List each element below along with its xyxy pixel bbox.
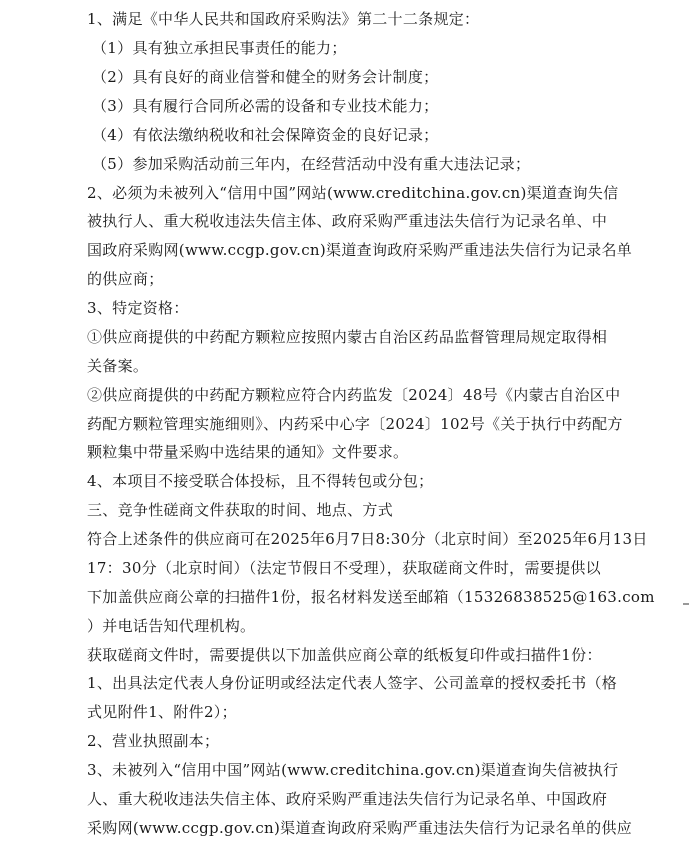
text-line: 4、本项目不接受联合体投标，且不得转包或分包； (87, 472, 434, 490)
text-line: 17：30分（北京时间）（法定节假日不受理），获取磋商文件时，需要提供以 (87, 559, 601, 577)
text-line: 采购网(www.ccgp.gov.cn)渠道查询政府采购严重违法失信行为记录名单的供应 (87, 819, 633, 837)
text-line: （3）具有履行合同所必需的设备和专业技术能力； (92, 97, 439, 115)
text-line: ②供应商提供的中药配方颗粒应符合内药监发〔2024〕48号《内蒙古自治区中 (87, 386, 621, 404)
text-line: 1、满足《中华人民共和国政府采购法》第二十二条规定： (87, 10, 480, 28)
text-line: 式见附件1、附件2）； (87, 703, 237, 721)
text-line: ①供应商提供的中药配方颗粒应按照内蒙古自治区药品监督管理局规定取得相 (87, 328, 608, 346)
text-line: 2、必须为未被列入“信用中国”网站(www.creditchina.gov.cn)渠道查询失信 (87, 184, 619, 202)
text-line: 国政府采购网(www.ccgp.gov.cn)渠道查询政府采购严重违法失信行为记录名单 (87, 241, 633, 259)
text-line: ）并电话告知代理机构。 (87, 617, 256, 635)
text-line: （4）有依法缴纳税收和社会保障资金的良好记录； (92, 126, 439, 144)
text-line: 被执行人、重大税收违法失信主体、政府采购严重违法失信行为记录名单、中 (87, 212, 608, 230)
text-line: （2）具有良好的商业信誉和健全的财务会计制度； (92, 68, 439, 86)
scan-mark (683, 603, 689, 605)
text-line: 获取磋商文件时，需要提供以下加盖供应商公章的纸板复印件或扫描件1份： (87, 646, 602, 664)
text-line: 颗粒集中带量采购中选结果的通知》文件要求。 (87, 443, 409, 461)
text-line: 符合上述条件的供应商可在2025年6月7日8:30分（北京时间）至2025年6月13日 (87, 530, 648, 548)
text-line: 下加盖供应商公章的扫描件1份，报名材料发送至邮箱（15326838525@163.com (87, 588, 655, 606)
section-heading: 三、竞争性磋商文件获取的时间、地点、方式 (87, 501, 394, 519)
text-line: 2、营业执照副本； (87, 732, 220, 750)
text-line: （1）具有独立承担民事责任的能力； (92, 39, 347, 57)
text-line: （5）参加采购活动前三年内，在经营活动中没有重大违法记录； (92, 155, 531, 173)
text-line: 3、特定资格： (87, 299, 189, 317)
text-line: 3、未被列入“信用中国”网站(www.creditchina.gov.cn)渠道查询失信被执行 (87, 761, 619, 779)
text-line: 人、重大税收违法失信主体、政府采购严重违法失信行为记录名单、中国政府 (87, 790, 608, 808)
text-line: 的供应商； (87, 270, 164, 288)
text-line: 药配方颗粒管理实施细则》、内药采中心字〔2024〕102号《关于执行中药配方 (87, 415, 623, 433)
text-line: 关备案。 (87, 357, 149, 375)
text-line: 1、出具法定代表人身份证明或经法定代表人签字、公司盖章的授权委托书（格 (87, 674, 618, 692)
